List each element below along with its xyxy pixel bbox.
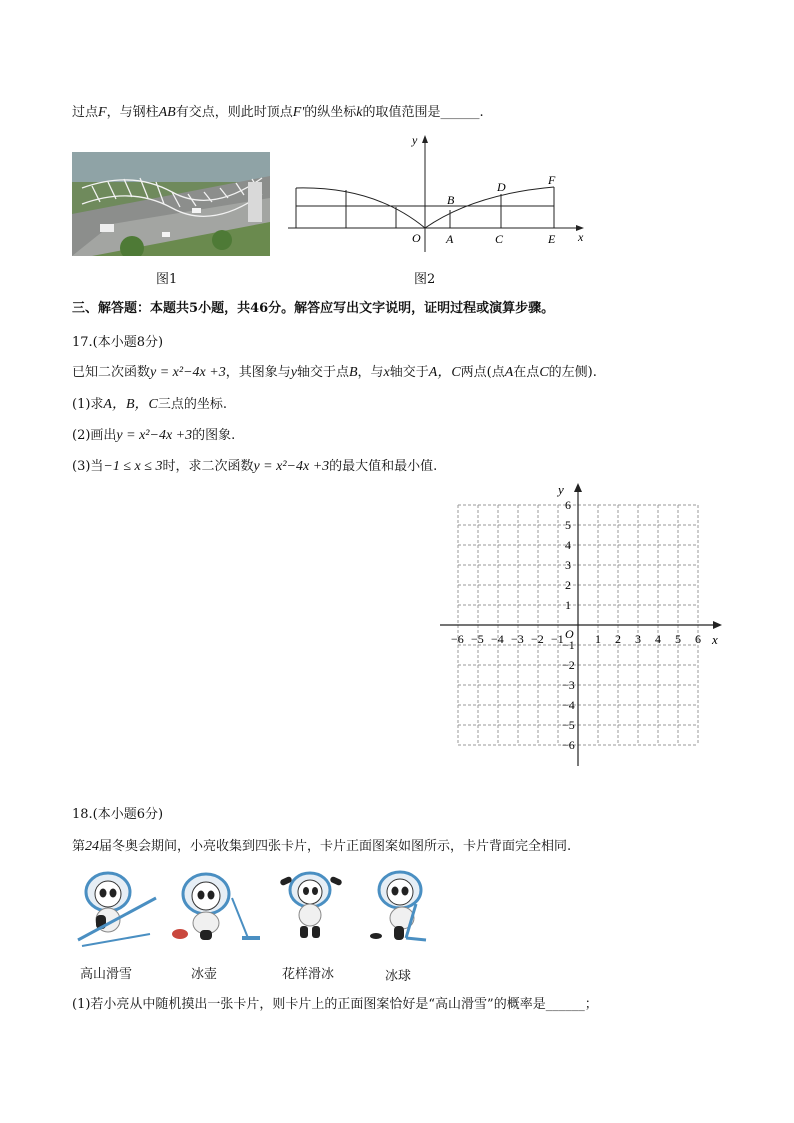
- fig2-A-label: A: [446, 232, 454, 246]
- grid-y-tick-label: −4: [562, 698, 575, 712]
- grid-x-tick-label: −3: [511, 632, 524, 646]
- grid-y-tick-label: −6: [562, 738, 575, 752]
- fig2-E-label: E: [548, 232, 556, 246]
- figure1-caption: 图1: [156, 272, 178, 287]
- figure2-diagram: [284, 130, 594, 260]
- grid-y-tick-label: −1: [562, 638, 575, 652]
- q17-header: 17.(本小题8分): [72, 335, 164, 350]
- fig2-y-label: y: [412, 133, 418, 147]
- grid-x-tick-label: −4: [491, 632, 504, 646]
- card-label-ice-hockey: 冰球: [385, 969, 412, 984]
- bridge-photo: [72, 152, 270, 256]
- grid-x-label: x: [712, 632, 718, 647]
- grid-y-tick-label: 6: [565, 498, 571, 512]
- grid-y-tick-label: −5: [562, 718, 575, 732]
- grid-y-tick-label: 5: [565, 518, 571, 532]
- grid-x-tick-label: 6: [695, 632, 701, 646]
- card-label-curling: 冰壶: [191, 967, 218, 982]
- panda-ski-image: [78, 873, 156, 946]
- grid-y-tick-label: 3: [565, 558, 571, 572]
- fig2-O-label: O: [412, 231, 421, 245]
- card-images: [72, 868, 442, 948]
- q16-continuation-line: 过点F，与钢柱AB有交点，则此时顶点F'的纵坐标k的取值范围是______.: [72, 105, 484, 120]
- fig2-B-label: B: [447, 193, 455, 207]
- grid-x-tick-label: 1: [595, 632, 601, 646]
- q18-part1: (1)若小亮从中随机摸出一张卡片，则卡片上的正面图案恰好是“高山滑雪”的概率是______；: [72, 997, 598, 1012]
- card-label-alpine-skiing: 高山滑雪: [80, 967, 133, 982]
- grid-y-tick-label: 4: [565, 538, 571, 552]
- fig2-F-label: F: [548, 173, 556, 187]
- fig2-D-label: D: [497, 180, 506, 194]
- q17-part2: (2)画出y = x²−4x +3的图象.: [72, 428, 236, 443]
- q17-stem: 已知二次函数y = x²−4x +3，其图象与y轴交于点B，与x轴交于A，C两点(点A在点C的左侧).: [72, 365, 597, 380]
- grid-x-tick-label: −2: [531, 632, 544, 646]
- grid-x-arrow: [713, 621, 722, 629]
- grid-origin-label: O: [565, 627, 574, 641]
- grid-y-tick-label: 1: [565, 598, 571, 612]
- grid-y-label: y: [558, 482, 564, 497]
- grid-x-tick-label: −1: [551, 632, 564, 646]
- card-label-figure-skating: 花样滑冰: [282, 967, 335, 982]
- coordinate-grid: [434, 480, 730, 772]
- fig2-C-label: C: [495, 232, 504, 246]
- grid-y-tick-label: −3: [562, 678, 575, 692]
- grid-y-tick-label: 2: [565, 578, 571, 592]
- panda-ice-hockey-image: [370, 872, 426, 940]
- q17-part1: (1)求A，B，C三点的坐标.: [72, 397, 228, 412]
- grid-y-tick-label: −2: [562, 658, 575, 672]
- grid-x-tick-label: 4: [655, 632, 661, 646]
- grid-x-tick-label: 5: [675, 632, 681, 646]
- grid-y-arrow: [574, 483, 582, 492]
- panda-curling-image: [172, 874, 260, 940]
- q18-stem: 第24届冬奥会期间，小亮收集到四张卡片，卡片正面图案如图所示，卡片背面完全相同.: [72, 839, 572, 854]
- fig2-x-label: x: [578, 230, 584, 244]
- grid-x-tick-label: −5: [471, 632, 484, 646]
- panda-figure-skating-image: [279, 873, 342, 938]
- figure2-caption: 图2: [414, 272, 436, 287]
- q18-header: 18.(本小题6分): [72, 807, 164, 822]
- grid-x-tick-label: −6: [451, 632, 464, 646]
- grid-x-tick-label: 2: [615, 632, 621, 646]
- grid-x-tick-label: 3: [635, 632, 641, 646]
- q17-part3: (3)当−1 ≤ x ≤ 3时，求二次函数y = x²−4x +3的最大值和最小值.: [72, 459, 438, 474]
- section3-header: 三、解答题：本题共5小题，共46分。解答应写出文字说明，证明过程或演算步骤。: [72, 301, 555, 316]
